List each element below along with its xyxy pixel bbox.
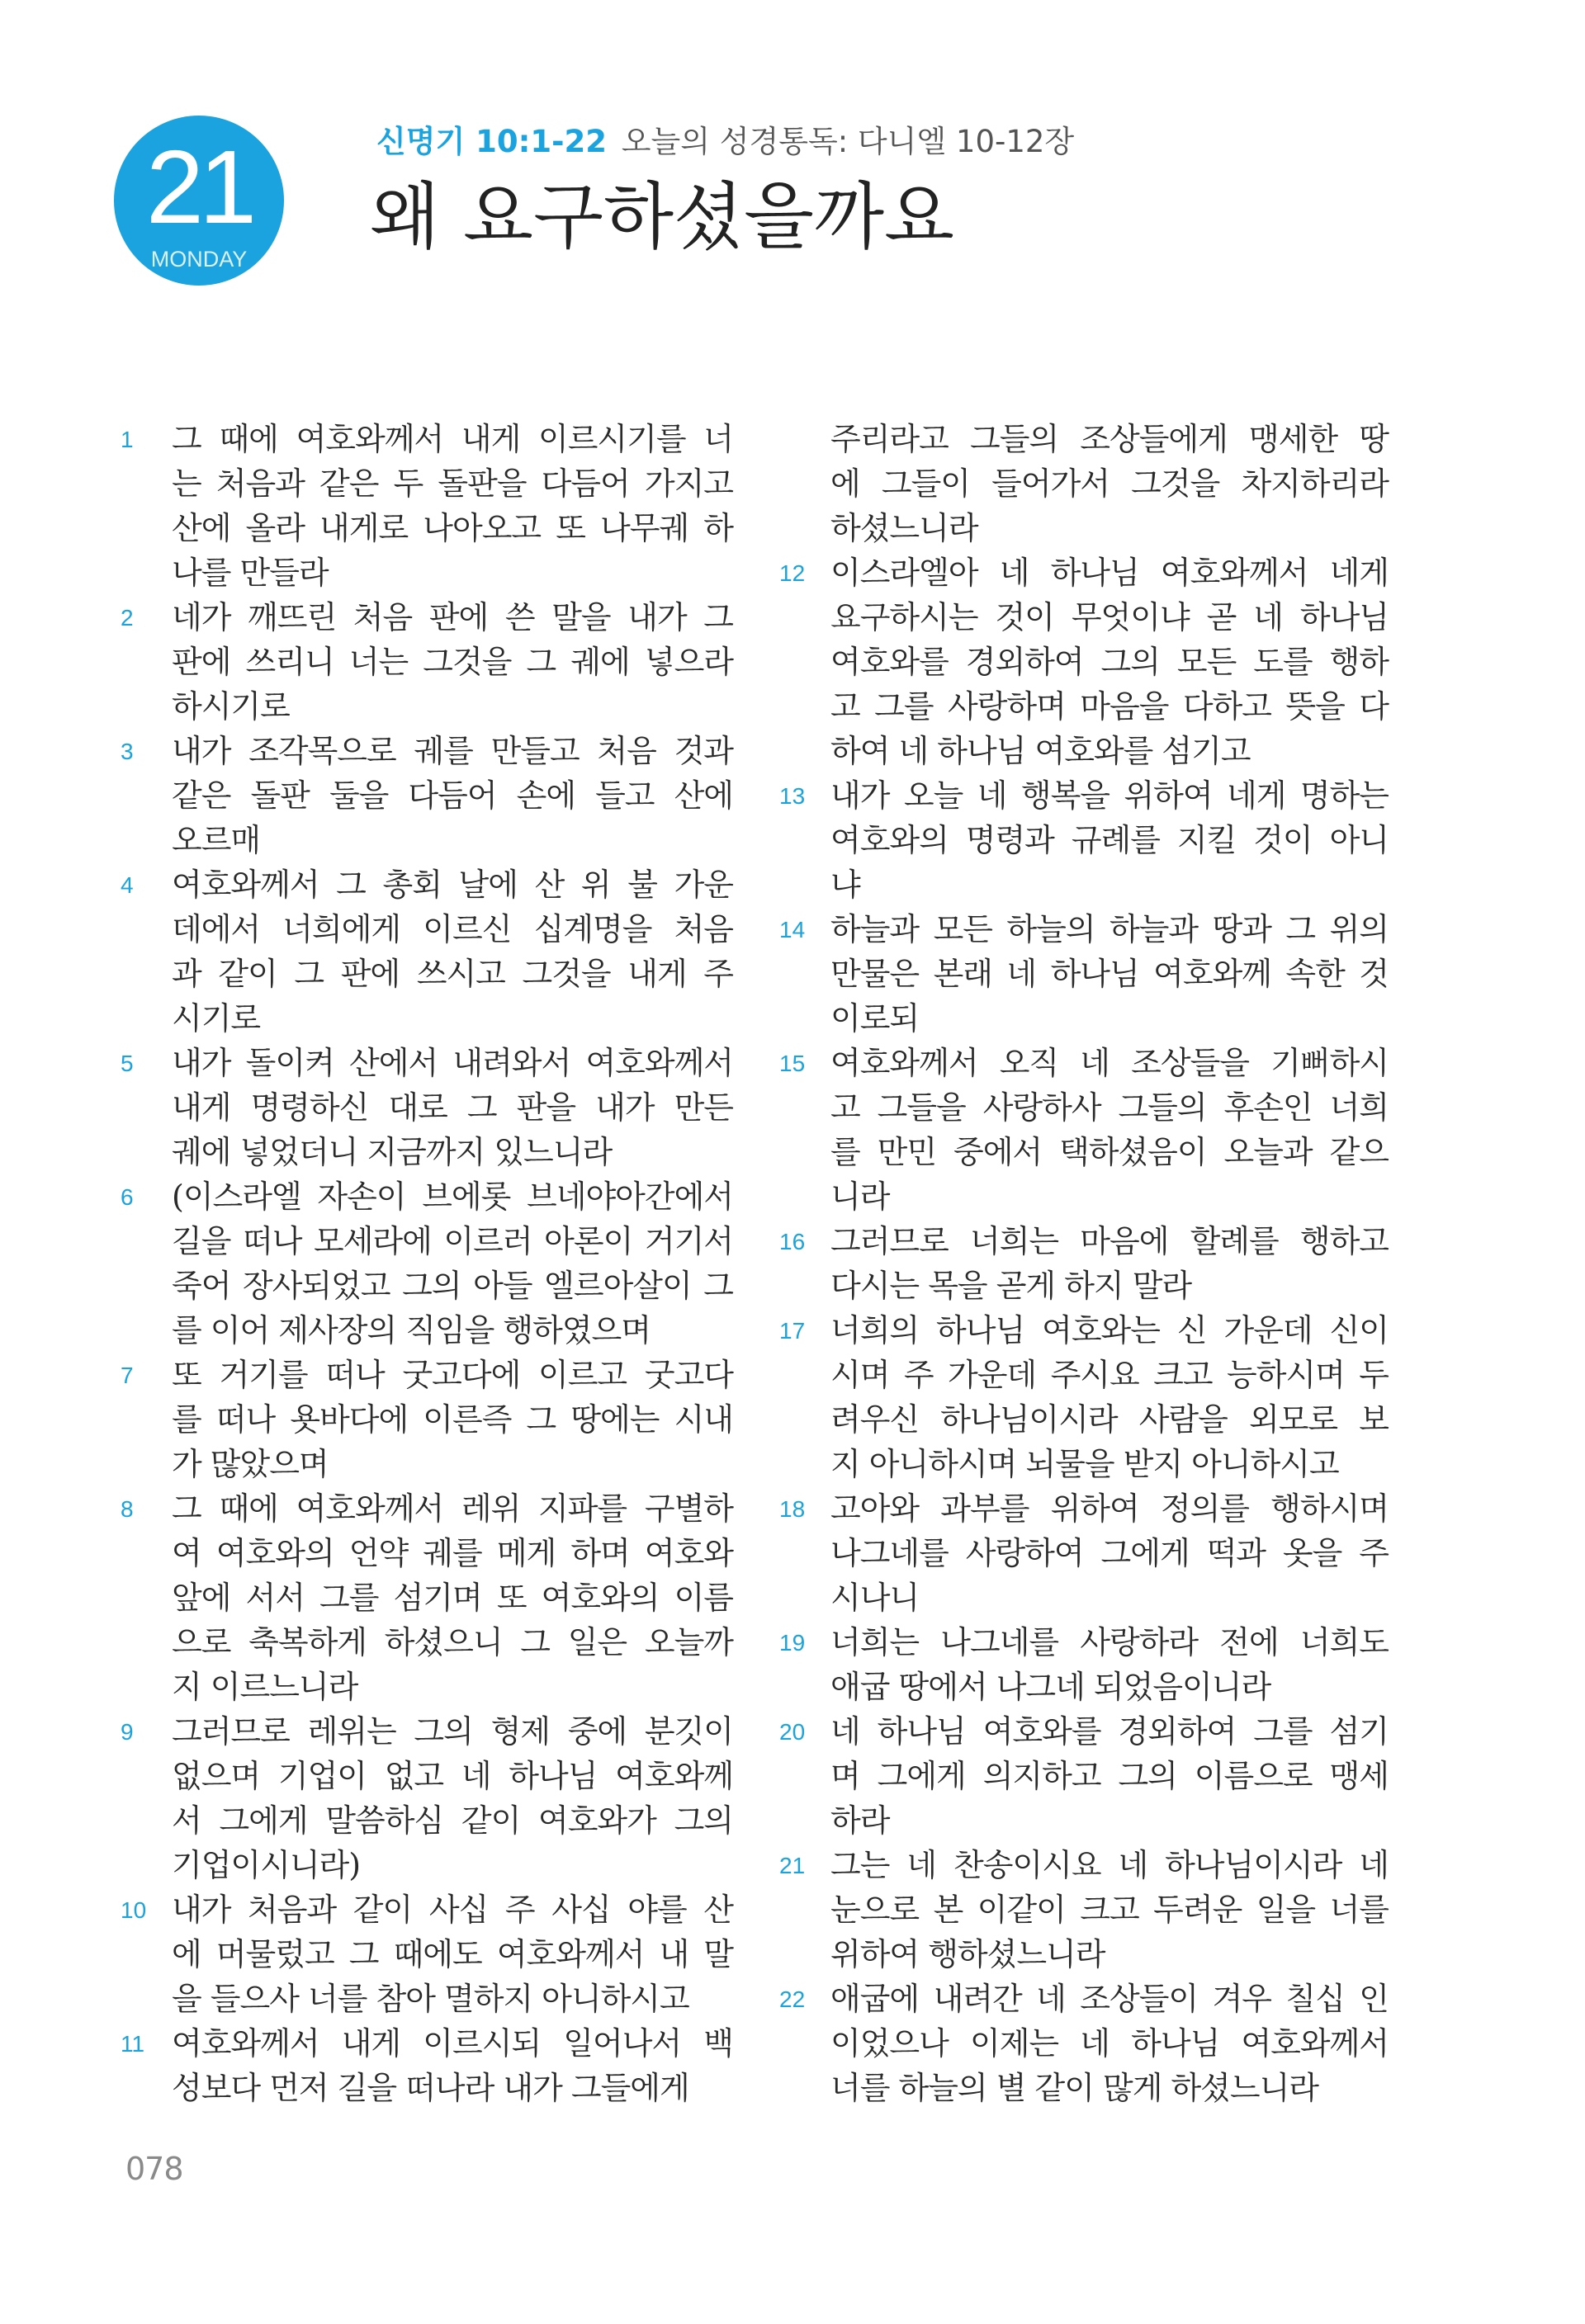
verse-line: 여호와께서 오직 네 조상들을 기뻐하시 bbox=[830, 1045, 1389, 1081]
verse-line: 를 떠나 욧바다에 이른즉 그 땅에는 시내 bbox=[172, 1401, 733, 1438]
verse-line: 여호와께서 내게 이르시되 일어나서 백 bbox=[172, 2025, 733, 2062]
verse-number: 22 bbox=[779, 1986, 806, 2012]
verse-line: 같은 돌판 둘을 다듬어 손에 들고 산에 bbox=[172, 777, 733, 814]
verse-line: 니라 bbox=[830, 1179, 890, 1215]
verse-number: 2 bbox=[121, 605, 134, 631]
verse-line: 여 여호와의 언약 궤를 메게 하며 여호와 bbox=[172, 1535, 733, 1571]
left-column bbox=[121, 417, 733, 2110]
reading-plan: 오늘의 성경통독: 다니엘 10-12장 bbox=[621, 124, 1075, 159]
verse-line: 너를 하늘의 별 같이 많게 하셨느니라 bbox=[830, 2070, 1319, 2106]
verse bbox=[779, 1219, 1389, 1308]
verse-line: 하여 네 하나님 여호와를 섬기고 bbox=[830, 733, 1251, 769]
verse bbox=[779, 550, 1389, 773]
verse bbox=[121, 862, 733, 1041]
verse-line: 시기로 bbox=[172, 1000, 261, 1037]
verse bbox=[779, 1709, 1389, 1843]
verse-line: 판에 쓰리니 너는 그것을 그 궤에 넣으라 bbox=[172, 644, 733, 680]
verse bbox=[121, 1486, 733, 1709]
verse-line: 그러므로 레위는 그의 형제 중에 분깃이 bbox=[172, 1713, 733, 1750]
verse-line: 기업이시니라) bbox=[172, 1847, 361, 1883]
verse-line: 내가 돌이켜 산에서 내려와서 여호와께서 bbox=[172, 1045, 733, 1081]
verse-line: 여호와께서 그 총회 날에 산 위 불 가운 bbox=[172, 867, 733, 903]
verse-line: 내가 조각목으로 궤를 만들고 처음 것과 bbox=[172, 733, 733, 769]
verse-line: 가 많았으며 bbox=[172, 1446, 329, 1482]
verse-line: 또 거기를 떠나 굿고다에 이르고 굿고다 bbox=[172, 1357, 733, 1393]
verse-line: 이스라엘아 네 하나님 여호와께서 네게 bbox=[830, 555, 1389, 591]
verse-number: 8 bbox=[121, 1496, 134, 1522]
page-number: 078 bbox=[125, 2151, 183, 2187]
verse-number: 14 bbox=[779, 917, 806, 942]
verse-number: 21 bbox=[779, 1853, 806, 1878]
verse-line: 시며 주 가운데 주시요 크고 능하시며 두 bbox=[830, 1357, 1389, 1393]
verse bbox=[121, 417, 733, 595]
verse-number: 19 bbox=[779, 1630, 806, 1656]
verse-line: 을 들으사 너를 참아 멸하지 아니하시고 bbox=[172, 1981, 689, 2017]
verse bbox=[121, 1887, 733, 2021]
verse bbox=[779, 907, 1389, 1041]
verse-line: 내게 명령하신 대로 그 판을 내가 만든 bbox=[172, 1089, 733, 1126]
verse bbox=[121, 1174, 733, 1353]
verse-line: 너희는 나그네를 사랑하라 전에 너희도 bbox=[830, 1624, 1389, 1660]
day-badge bbox=[114, 116, 284, 286]
verse-line: 지 아니하시며 뇌물을 받지 아니하시고 bbox=[830, 1446, 1339, 1482]
verse-line: 며 그에게 의지하고 그의 이름으로 맹세 bbox=[830, 1758, 1389, 1794]
verse-line: 산에 올라 내게로 나아오고 또 나무궤 하 bbox=[172, 510, 733, 546]
verse bbox=[121, 1353, 733, 1486]
verse bbox=[779, 1041, 1389, 1219]
verse-number: 7 bbox=[121, 1363, 134, 1388]
verse bbox=[779, 773, 1389, 907]
verse-line: 고아와 과부를 위하여 정의를 행하시며 bbox=[830, 1490, 1389, 1527]
verse-line: 데에서 너희에게 이르신 십계명을 처음 bbox=[172, 911, 733, 947]
verse-number: 12 bbox=[779, 560, 806, 586]
verse-number: 13 bbox=[779, 783, 806, 809]
verse-line: 성보다 먼저 길을 떠나라 내가 그들에게 bbox=[172, 2070, 689, 2106]
verse-number: 9 bbox=[121, 1719, 134, 1745]
verse-line: (이스라엘 자손이 브에롯 브네야아간에서 bbox=[172, 1179, 733, 1215]
verse bbox=[779, 1843, 1389, 1977]
verse bbox=[779, 1486, 1389, 1620]
verse-line: 내가 처음과 같이 사십 주 사십 야를 산 bbox=[172, 1892, 733, 1928]
verse-line: 죽어 장사되었고 그의 아들 엘르아살이 그 bbox=[172, 1268, 733, 1304]
verse-line: 으로 축복하게 하셨으니 그 일은 오늘까 bbox=[172, 1624, 733, 1660]
verse-line: 하셨느니라 bbox=[830, 510, 978, 546]
verse bbox=[121, 729, 733, 862]
subtitle bbox=[376, 122, 1074, 162]
verse-line: 여호와를 경외하여 그의 모든 도를 행하 bbox=[830, 644, 1389, 680]
verse-line: 다시는 목을 곧게 하지 말라 bbox=[830, 1268, 1192, 1304]
verse bbox=[121, 1709, 733, 1887]
day-weekday: MONDAY bbox=[150, 247, 248, 272]
verse-number: 6 bbox=[121, 1184, 134, 1210]
verse-number: 16 bbox=[779, 1229, 806, 1254]
verse-line: 오르매 bbox=[172, 822, 261, 858]
verse-line: 하늘과 모든 하늘의 하늘과 땅과 그 위의 bbox=[830, 911, 1389, 947]
verse-line: 만물은 본래 네 하나님 여호와께 속한 것 bbox=[830, 956, 1389, 992]
verse bbox=[779, 1977, 1389, 2110]
verse-line: 하라 bbox=[830, 1802, 890, 1839]
verse-line: 궤에 넣었더니 지금까지 있느니라 bbox=[172, 1134, 613, 1170]
verse-line: 를 이어 제사장의 직임을 행하였으며 bbox=[172, 1312, 651, 1349]
verse-number: 4 bbox=[121, 872, 134, 898]
verse-line: 눈으로 본 이같이 크고 두려운 일을 너를 bbox=[830, 1892, 1389, 1928]
verse-line: 서 그에게 말씀하심 같이 여호와가 그의 bbox=[172, 1802, 733, 1839]
verse-line: 는 처음과 같은 두 돌판을 다듬어 가지고 bbox=[172, 465, 733, 502]
verse-line: 그 때에 여호와께서 레위 지파를 구별하 bbox=[172, 1490, 733, 1527]
verse-line: 이로되 bbox=[830, 1000, 920, 1037]
verse-number: 5 bbox=[121, 1051, 134, 1076]
verse-line: 네가 깨뜨린 처음 판에 쓴 말을 내가 그 bbox=[172, 599, 733, 635]
verse-line: 너희의 하나님 여호와는 신 가운데 신이 bbox=[830, 1312, 1389, 1349]
verse-line: 그는 네 찬송이시요 네 하나님이시라 네 bbox=[830, 1847, 1389, 1883]
verse-line: 에 그들이 들어가서 그것을 차지하리라 bbox=[830, 465, 1389, 502]
right-column bbox=[779, 417, 1389, 2110]
verse-line: 위하여 행하셨느니라 bbox=[830, 1936, 1105, 1972]
verse-line: 려우신 하나님이시라 사람을 외모로 보 bbox=[830, 1401, 1389, 1438]
verse-line: 내가 오늘 네 행복을 위하여 네게 명하는 bbox=[830, 777, 1389, 814]
verse-line: 주리라고 그들의 조상들에게 맹세한 땅 bbox=[830, 421, 1389, 457]
verse-line: 앞에 서서 그를 섬기며 또 여호와의 이름 bbox=[172, 1580, 733, 1616]
verse-line: 냐 bbox=[830, 867, 860, 903]
verse-line: 애굽 땅에서 나그네 되었음이니라 bbox=[830, 1669, 1271, 1705]
verse bbox=[779, 1620, 1389, 1709]
verse-number: 18 bbox=[779, 1496, 806, 1522]
passage-reference: 신명기 10:1-22 bbox=[376, 124, 607, 159]
verse bbox=[779, 1308, 1389, 1486]
verse-line: 과 같이 그 판에 쓰시고 그것을 내게 주 bbox=[172, 956, 733, 992]
verse-number: 15 bbox=[779, 1051, 806, 1076]
verse-line: 하시기로 bbox=[172, 688, 290, 725]
verse-number: 20 bbox=[779, 1719, 806, 1745]
verse-line: 고 그들을 사랑하사 그들의 후손인 너희 bbox=[830, 1089, 1389, 1126]
verse-line: 요구하시는 것이 무엇이냐 곧 네 하나님 bbox=[830, 599, 1389, 635]
day-number: 21 bbox=[145, 129, 253, 245]
verse-line: 나를 만들라 bbox=[172, 555, 329, 591]
verse bbox=[121, 1041, 733, 1174]
verse-line: 네 하나님 여호와를 경외하여 그를 섬기 bbox=[830, 1713, 1389, 1750]
page-title: 왜 요구하셨을까요 bbox=[370, 174, 955, 259]
verse-number: 11 bbox=[121, 2031, 145, 2057]
verse bbox=[779, 417, 1389, 550]
verse-line: 그 때에 여호와께서 내게 이르시기를 너 bbox=[172, 421, 733, 457]
verse-line: 고 그를 사랑하며 마음을 다하고 뜻을 다 bbox=[830, 688, 1389, 725]
verse-number: 1 bbox=[121, 427, 134, 452]
verse-number: 10 bbox=[121, 1897, 147, 1923]
verse-line: 를 만민 중에서 택하셨음이 오늘과 같으 bbox=[830, 1134, 1389, 1170]
verse-line: 애굽에 내려간 네 조상들이 겨우 칠십 인 bbox=[830, 1981, 1389, 2017]
verse-number: 17 bbox=[779, 1318, 806, 1344]
verse-line: 그러므로 너희는 마음에 할례를 행하고 bbox=[830, 1223, 1389, 1259]
verse bbox=[121, 595, 733, 729]
verse-line: 이었으나 이제는 네 하나님 여호와께서 bbox=[830, 2025, 1389, 2062]
verse-line: 여호와의 명령과 규례를 지킬 것이 아니 bbox=[830, 822, 1389, 858]
verse-line: 지 이르느니라 bbox=[172, 1669, 358, 1705]
verse-line: 시나니 bbox=[830, 1580, 920, 1616]
verse bbox=[121, 2021, 733, 2110]
verse-number: 3 bbox=[121, 739, 134, 764]
verse-line: 없으며 기업이 없고 네 하나님 여호와께 bbox=[172, 1758, 733, 1794]
verse-line: 에 머물렀고 그 때에도 여호와께서 내 말 bbox=[172, 1936, 733, 1972]
verse-line: 길을 떠나 모세라에 이르러 아론이 거기서 bbox=[172, 1223, 733, 1259]
verse-line: 나그네를 사랑하여 그에게 떡과 옷을 주 bbox=[830, 1535, 1389, 1571]
